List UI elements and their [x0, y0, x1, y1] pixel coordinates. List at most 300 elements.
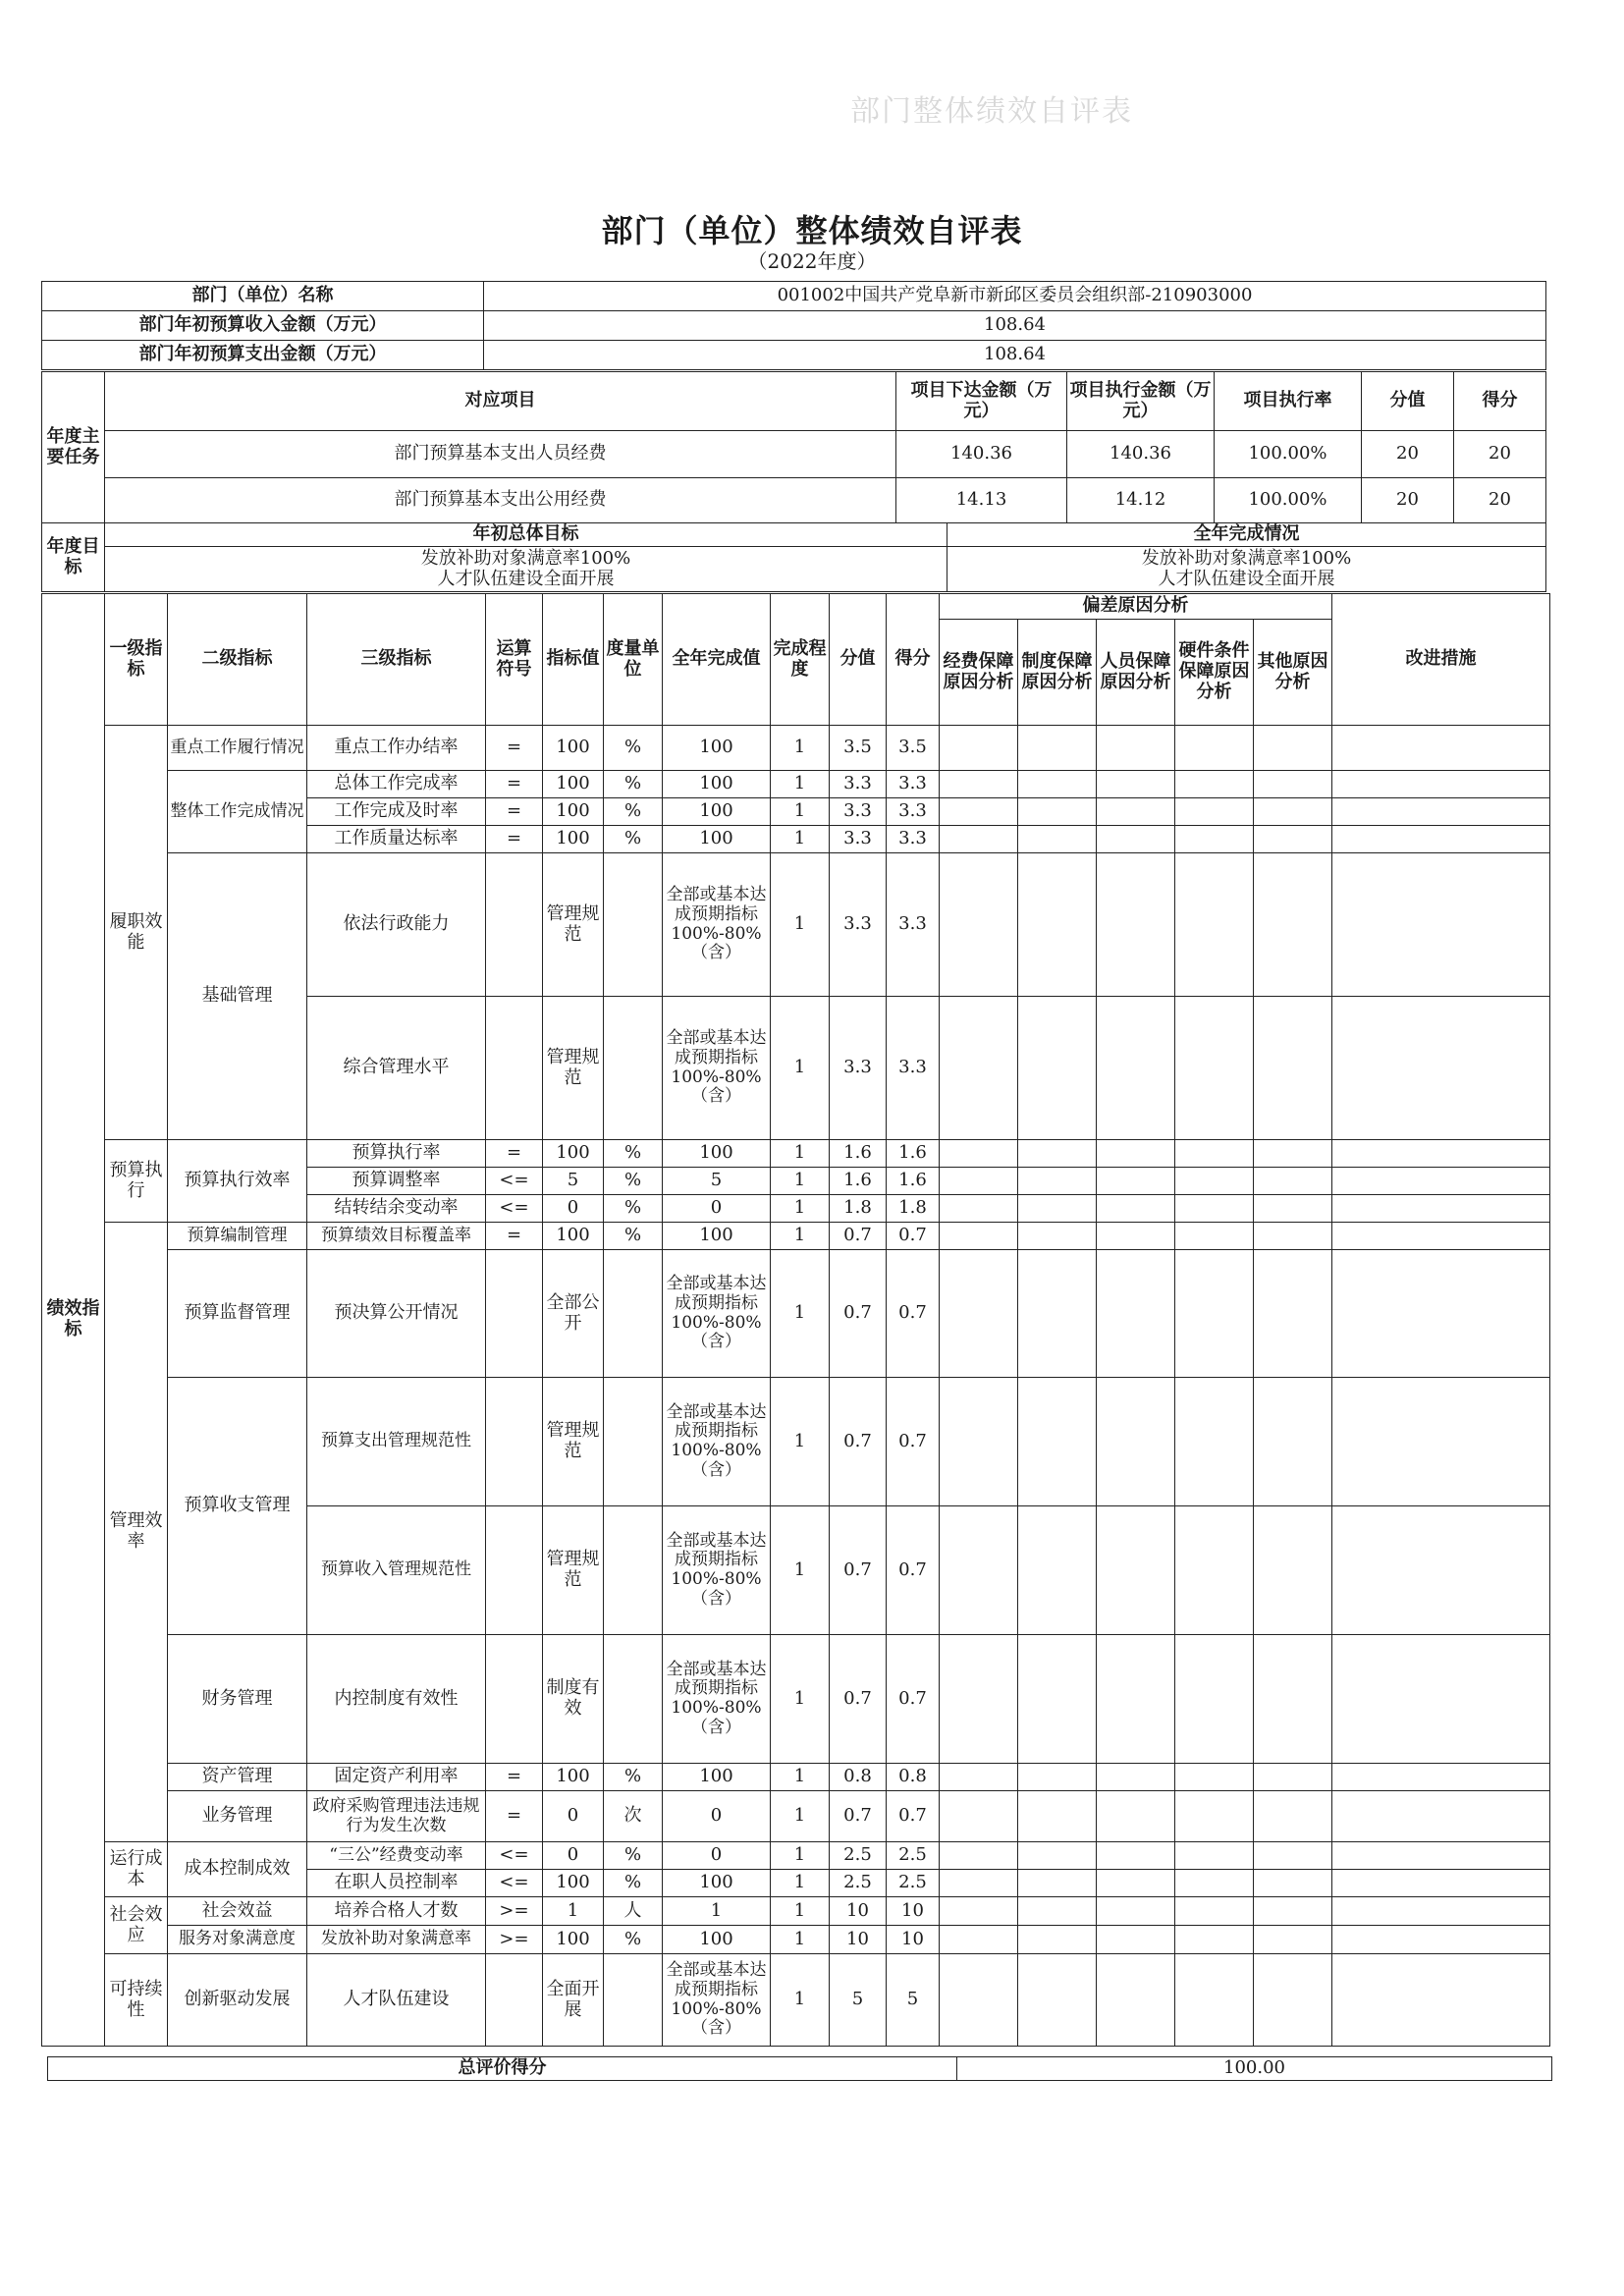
got-cell: 3.5 [887, 726, 940, 771]
got-cell: 0.7 [887, 1635, 940, 1764]
actual-cell: 0 [663, 1842, 771, 1870]
actual-cell: 100 [663, 1870, 771, 1897]
dev-cell [1254, 1791, 1332, 1842]
dev-cell [1254, 1926, 1332, 1954]
dev-cell [940, 1926, 1018, 1954]
l1-cell: 管理效率 [105, 1223, 168, 1842]
op-cell [486, 997, 543, 1140]
l2-cell: 预算执行效率 [168, 1140, 307, 1223]
dev-cell [1097, 1897, 1175, 1926]
degree-cell: 1 [771, 798, 830, 826]
op-cell: >= [486, 1926, 543, 1954]
actual-cell: 全部或基本达成预期指标100%-80%（含） [663, 1378, 771, 1506]
indicators-section-label: 绩效指标 [42, 594, 105, 2047]
l1-cell: 社会效应 [105, 1897, 168, 1954]
improve-cell [1332, 853, 1550, 997]
l2-cell: 业务管理 [168, 1791, 307, 1842]
dev-cell [1097, 1791, 1175, 1842]
task-issued: 140.36 [896, 431, 1067, 478]
dev-cell [940, 1954, 1018, 2047]
col-got: 得分 [887, 594, 940, 726]
task-got: 20 [1454, 478, 1546, 523]
dev-cell [1175, 1791, 1254, 1842]
dev-cell [1018, 1195, 1097, 1223]
score-cell: 0.7 [830, 1223, 887, 1250]
op-cell [486, 1506, 543, 1635]
got-cell: 3.3 [887, 771, 940, 798]
unit-cell: 次 [604, 1791, 663, 1842]
op-cell: = [486, 771, 543, 798]
dev-cell [940, 1168, 1018, 1195]
target-cell: 0 [543, 1842, 604, 1870]
actual-cell: 全部或基本达成预期指标100%-80%（含） [663, 1506, 771, 1635]
target-cell: 管理规范 [543, 997, 604, 1140]
target-cell: 管理规范 [543, 1378, 604, 1506]
task-score: 20 [1362, 478, 1454, 523]
total-table [47, 2056, 1552, 2081]
l3-cell: 预算执行率 [307, 1140, 486, 1168]
l3-cell: 结转结余变动率 [307, 1195, 486, 1223]
dev-cell [1175, 1897, 1254, 1926]
improve-cell [1332, 1506, 1550, 1635]
unit-cell: % [604, 798, 663, 826]
dev-cell [1254, 1954, 1332, 2047]
dev-cell [1018, 771, 1097, 798]
task-item: 部门预算基本支出人员经费 [105, 431, 896, 478]
improve-cell [1332, 1764, 1550, 1791]
improve-cell [1332, 1926, 1550, 1954]
score-cell: 1.6 [830, 1140, 887, 1168]
improve-cell [1332, 1791, 1550, 1842]
actual-cell: 100 [663, 1140, 771, 1168]
target-cell: 制度有效 [543, 1635, 604, 1764]
degree-cell: 1 [771, 1791, 830, 1842]
improve-cell [1332, 1378, 1550, 1506]
actual-cell: 0 [663, 1195, 771, 1223]
dev-cell [1097, 726, 1175, 771]
tasks-col-executed: 项目执行金额（万元） [1067, 372, 1215, 431]
improve-cell [1332, 1897, 1550, 1926]
dev-cell [1175, 1250, 1254, 1378]
op-cell: = [486, 1140, 543, 1168]
l2-cell: 创新驱动发展 [168, 1954, 307, 2047]
tasks-col-score: 分值 [1362, 372, 1454, 431]
improve-cell [1332, 1870, 1550, 1897]
dev-cell [1097, 997, 1175, 1140]
dept-name-value: 001002中国共产党阜新市新邱区委员会组织部-210903000 [484, 282, 1546, 311]
improve-cell [1332, 798, 1550, 826]
actual-cell: 全部或基本达成预期指标100%-80%（含） [663, 1954, 771, 2047]
degree-cell: 1 [771, 1926, 830, 1954]
dev-cell [940, 1635, 1018, 1764]
income-value: 108.64 [484, 311, 1546, 341]
improve-cell [1332, 826, 1550, 853]
unit-cell [604, 1954, 663, 2047]
col-dev-hardware: 硬件条件保障原因分析 [1175, 620, 1254, 726]
dev-cell [1254, 1140, 1332, 1168]
task-executed: 14.12 [1067, 478, 1215, 523]
op-cell: = [486, 726, 543, 771]
actual-cell: 全部或基本达成预期指标100%-80%（含） [663, 997, 771, 1140]
score-cell: 2.5 [830, 1842, 887, 1870]
dev-cell [1175, 1842, 1254, 1870]
unit-cell: % [604, 1223, 663, 1250]
dev-cell [1018, 997, 1097, 1140]
op-cell [486, 1954, 543, 2047]
unit-cell: % [604, 1842, 663, 1870]
op-cell: = [486, 798, 543, 826]
task-got: 20 [1454, 431, 1546, 478]
target-cell: 100 [543, 1926, 604, 1954]
dev-cell [940, 1791, 1018, 1842]
improve-cell [1332, 1195, 1550, 1223]
score-cell: 10 [830, 1897, 887, 1926]
got-cell: 0.8 [887, 1764, 940, 1791]
actual-cell: 100 [663, 1764, 771, 1791]
dev-cell [940, 997, 1018, 1140]
got-cell: 1.6 [887, 1140, 940, 1168]
actual-cell: 100 [663, 826, 771, 853]
dev-cell [1254, 997, 1332, 1140]
degree-cell: 1 [771, 1250, 830, 1378]
dev-cell [940, 1378, 1018, 1506]
l3-cell: 总体工作完成率 [307, 771, 486, 798]
dev-cell [1018, 1791, 1097, 1842]
dev-cell [1254, 1250, 1332, 1378]
dev-cell [1097, 853, 1175, 997]
col-dev-staff: 人员保障原因分析 [1097, 620, 1175, 726]
got-cell: 3.3 [887, 853, 940, 997]
dev-cell [1018, 1926, 1097, 1954]
op-cell: >= [486, 1897, 543, 1926]
dev-cell [1018, 1764, 1097, 1791]
target-cell: 全面开展 [543, 1954, 604, 2047]
dev-cell [1254, 1897, 1332, 1926]
l3-cell: 重点工作办结率 [307, 726, 486, 771]
total-value: 100.00 [957, 2057, 1552, 2081]
degree-cell: 1 [771, 1870, 830, 1897]
col-l3: 三级指标 [307, 594, 486, 726]
task-score: 20 [1362, 431, 1454, 478]
score-cell: 3.3 [830, 826, 887, 853]
dev-cell [1018, 1506, 1097, 1635]
dev-cell [1097, 1168, 1175, 1195]
page-title: 部门（单位）整体绩效自评表 [601, 212, 1023, 249]
dev-cell [940, 1897, 1018, 1926]
l3-cell: 政府采购管理违法违规行为发生次数 [307, 1791, 486, 1842]
task-rate: 100.00% [1215, 431, 1362, 478]
degree-cell: 1 [771, 1223, 830, 1250]
dev-cell [1254, 1378, 1332, 1506]
l1-cell: 运行成本 [105, 1842, 168, 1897]
dev-cell [1097, 1378, 1175, 1506]
task-issued: 14.13 [896, 478, 1067, 523]
score-cell: 3.3 [830, 798, 887, 826]
dev-cell [1097, 1926, 1175, 1954]
op-cell: <= [486, 1870, 543, 1897]
l2-cell: 成本控制成效 [168, 1842, 307, 1897]
col-degree: 完成程度 [771, 594, 830, 726]
dev-cell [1018, 798, 1097, 826]
got-cell: 2.5 [887, 1842, 940, 1870]
op-cell: = [486, 826, 543, 853]
dept-name-label: 部门（单位）名称 [42, 282, 484, 311]
degree-cell: 1 [771, 771, 830, 798]
op-cell: = [486, 1791, 543, 1842]
l3-cell: 依法行政能力 [307, 853, 486, 997]
goals-initial-label: 年初总体目标 [105, 523, 947, 547]
dev-cell [1175, 997, 1254, 1140]
op-cell: = [486, 1764, 543, 1791]
dev-cell [1175, 853, 1254, 997]
dev-cell [940, 1140, 1018, 1168]
unit-cell [604, 853, 663, 997]
dev-cell [940, 726, 1018, 771]
goals-initial-line: 发放补助对象满意率100% [420, 547, 631, 569]
dev-cell [940, 1842, 1018, 1870]
improve-cell [1332, 1250, 1550, 1378]
actual-cell: 5 [663, 1168, 771, 1195]
dev-cell [1097, 1223, 1175, 1250]
dev-cell [940, 1250, 1018, 1378]
l2-cell: 社会效益 [168, 1897, 307, 1926]
dev-cell [940, 798, 1018, 826]
dev-cell [1018, 1140, 1097, 1168]
dev-cell [1018, 826, 1097, 853]
unit-cell [604, 997, 663, 1140]
col-target: 指标值 [543, 594, 604, 726]
improve-cell [1332, 1168, 1550, 1195]
dev-cell [1254, 798, 1332, 826]
degree-cell: 1 [771, 997, 830, 1140]
degree-cell: 1 [771, 1506, 830, 1635]
unit-cell: % [604, 826, 663, 853]
dev-cell [1175, 1140, 1254, 1168]
degree-cell: 1 [771, 1842, 830, 1870]
dev-cell [1254, 1842, 1332, 1870]
dev-cell [1175, 726, 1254, 771]
actual-cell: 100 [663, 1926, 771, 1954]
col-actual: 全年完成值 [663, 594, 771, 726]
unit-cell [604, 1250, 663, 1378]
got-cell: 0.7 [887, 1378, 940, 1506]
l3-cell: “三公”经费变动率 [307, 1842, 486, 1870]
score-cell: 3.5 [830, 726, 887, 771]
faded-background-text: 部门整体绩效自评表 [850, 94, 1133, 129]
target-cell: 5 [543, 1168, 604, 1195]
improve-cell [1332, 771, 1550, 798]
dev-cell [940, 1764, 1018, 1791]
dev-cell [1254, 1168, 1332, 1195]
actual-cell: 100 [663, 726, 771, 771]
score-cell: 1.6 [830, 1168, 887, 1195]
dev-cell [940, 771, 1018, 798]
got-cell: 5 [887, 1954, 940, 2047]
l2-cell: 重点工作履行情况 [168, 726, 307, 771]
l3-cell: 预决算公开情况 [307, 1250, 486, 1378]
improve-cell [1332, 1842, 1550, 1870]
target-cell: 管理规范 [543, 1506, 604, 1635]
task-rate: 100.00% [1215, 478, 1362, 523]
dev-cell [1175, 826, 1254, 853]
target-cell: 100 [543, 826, 604, 853]
col-unit: 度量单位 [604, 594, 663, 726]
op-cell: <= [486, 1842, 543, 1870]
col-l1: 一级指标 [105, 594, 168, 726]
dev-cell [1097, 826, 1175, 853]
col-dev-funding: 经费保障原因分析 [940, 620, 1018, 726]
dev-cell [940, 1195, 1018, 1223]
score-cell: 10 [830, 1926, 887, 1954]
degree-cell: 1 [771, 1635, 830, 1764]
got-cell: 2.5 [887, 1870, 940, 1897]
l2-cell: 预算编制管理 [168, 1223, 307, 1250]
dev-cell [1018, 1842, 1097, 1870]
col-deviation: 偏差原因分析 [940, 594, 1332, 620]
op-cell [486, 853, 543, 997]
target-cell: 100 [543, 798, 604, 826]
dev-cell [1175, 1378, 1254, 1506]
dev-cell [1175, 1870, 1254, 1897]
dev-cell [940, 1223, 1018, 1250]
op-cell [486, 1635, 543, 1764]
improve-cell [1332, 997, 1550, 1140]
dev-cell [940, 826, 1018, 853]
dev-cell [1175, 1764, 1254, 1791]
task-executed: 140.36 [1067, 431, 1215, 478]
dev-cell [1097, 1506, 1175, 1635]
dev-cell [1254, 771, 1332, 798]
l3-cell: 综合管理水平 [307, 997, 486, 1140]
target-cell: 100 [543, 1870, 604, 1897]
l3-cell: 人才队伍建设 [307, 1954, 486, 2047]
l1-cell: 预算执行 [105, 1140, 168, 1223]
col-improve: 改进措施 [1332, 594, 1550, 726]
actual-cell: 全部或基本达成预期指标100%-80%（含） [663, 853, 771, 997]
dev-cell [1175, 1195, 1254, 1223]
score-cell: 0.7 [830, 1506, 887, 1635]
target-cell: 管理规范 [543, 853, 604, 997]
dev-cell [1175, 1506, 1254, 1635]
improve-cell [1332, 1635, 1550, 1764]
l1-cell: 履职效能 [105, 726, 168, 1140]
l2-cell: 基础管理 [168, 853, 307, 1140]
dev-cell [1254, 726, 1332, 771]
page-subtitle: （2022年度） [747, 249, 877, 273]
goals-complete-label: 全年完成情况 [947, 523, 1546, 547]
score-cell: 2.5 [830, 1870, 887, 1897]
target-cell: 100 [543, 1764, 604, 1791]
unit-cell [604, 1506, 663, 1635]
col-op: 运算符号 [486, 594, 543, 726]
degree-cell: 1 [771, 853, 830, 997]
improve-cell [1332, 1954, 1550, 2047]
unit-cell: % [604, 1926, 663, 1954]
got-cell: 0.7 [887, 1250, 940, 1378]
improve-cell [1332, 726, 1550, 771]
op-cell: <= [486, 1168, 543, 1195]
l3-cell: 工作质量达标率 [307, 826, 486, 853]
dev-cell [1175, 771, 1254, 798]
dev-cell [1018, 1378, 1097, 1506]
unit-cell: % [604, 1140, 663, 1168]
degree-cell: 1 [771, 1378, 830, 1506]
dev-cell [1018, 726, 1097, 771]
dev-cell [1175, 798, 1254, 826]
l3-cell: 在职人员控制率 [307, 1870, 486, 1897]
tasks-goals-table [41, 371, 1546, 592]
l2-cell: 服务对象满意度 [168, 1926, 307, 1954]
unit-cell: % [604, 726, 663, 771]
task-item: 部门预算基本支出公用经费 [105, 478, 896, 523]
dev-cell [1097, 1842, 1175, 1870]
l3-cell: 预算收入管理规范性 [307, 1506, 486, 1635]
goals-complete-text [947, 547, 1546, 592]
got-cell: 3.3 [887, 997, 940, 1140]
indicators-table [41, 593, 1550, 2047]
dev-cell [1097, 1764, 1175, 1791]
actual-cell: 1 [663, 1897, 771, 1926]
dev-cell [1254, 826, 1332, 853]
got-cell: 0.7 [887, 1791, 940, 1842]
dev-cell [1254, 1506, 1332, 1635]
unit-cell: % [604, 1168, 663, 1195]
actual-cell: 全部或基本达成预期指标100%-80%（含） [663, 1635, 771, 1764]
score-cell: 0.7 [830, 1635, 887, 1764]
got-cell: 0.7 [887, 1223, 940, 1250]
dev-cell [1175, 1168, 1254, 1195]
income-label: 部门年初预算收入金额（万元） [42, 311, 484, 341]
got-cell: 1.8 [887, 1195, 940, 1223]
unit-cell: % [604, 771, 663, 798]
improve-cell [1332, 1140, 1550, 1168]
l3-cell: 培养合格人才数 [307, 1897, 486, 1926]
actual-cell: 0 [663, 1791, 771, 1842]
dev-cell [1097, 1870, 1175, 1897]
goals-section-label: 年度目标 [42, 523, 105, 592]
dev-cell [1018, 1954, 1097, 2047]
target-cell: 100 [543, 1223, 604, 1250]
unit-cell: % [604, 1195, 663, 1223]
got-cell: 3.3 [887, 826, 940, 853]
target-cell: 0 [543, 1195, 604, 1223]
dev-cell [1018, 853, 1097, 997]
dev-cell [1097, 771, 1175, 798]
target-cell: 100 [543, 1140, 604, 1168]
l3-cell: 工作完成及时率 [307, 798, 486, 826]
dev-cell [1097, 1195, 1175, 1223]
unit-cell: % [604, 1870, 663, 1897]
l2-cell: 预算收支管理 [168, 1378, 307, 1635]
dev-cell [1097, 1635, 1175, 1764]
score-cell: 3.3 [830, 997, 887, 1140]
score-cell: 1.8 [830, 1195, 887, 1223]
tasks-section-label: 年度主要任务 [42, 372, 105, 523]
dev-cell [1018, 1897, 1097, 1926]
dev-cell [1254, 853, 1332, 997]
dev-cell [1018, 1168, 1097, 1195]
dev-cell [1175, 1926, 1254, 1954]
degree-cell: 1 [771, 1140, 830, 1168]
dev-cell [1254, 1764, 1332, 1791]
goals-initial-line: 人才队伍建设全面开展 [437, 568, 615, 589]
expense-label: 部门年初预算支出金额（万元） [42, 341, 484, 370]
dev-cell [940, 1870, 1018, 1897]
degree-cell: 1 [771, 1954, 830, 2047]
score-cell: 3.3 [830, 853, 887, 997]
dev-cell [1254, 1223, 1332, 1250]
score-cell: 0.8 [830, 1764, 887, 1791]
